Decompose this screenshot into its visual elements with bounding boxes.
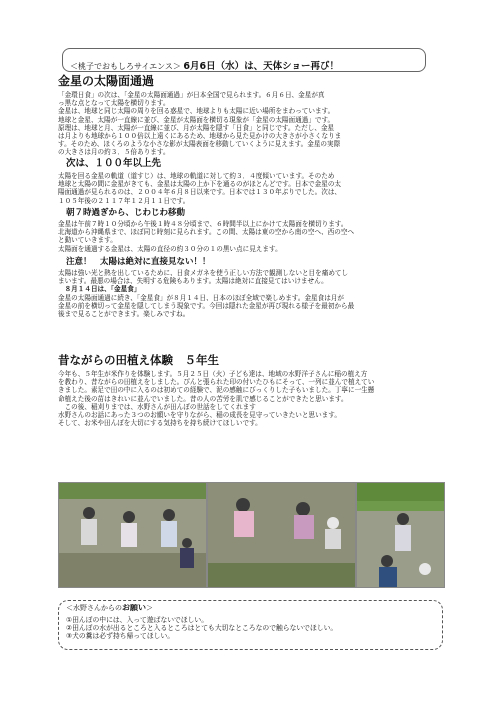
- text-line: 水野さんのお話にあった３つのお願いを守りながら、稲の成長を見守っていきたいと思います。: [58, 411, 341, 420]
- notice-title-strong: お願い: [122, 604, 146, 612]
- photo-3-graphic: [357, 483, 444, 587]
- subheading-warning: 注意！ 太陽は絶対に直接見ない！！: [66, 257, 211, 267]
- text-line: と動いていきます。: [58, 236, 117, 245]
- text-line: 命植えた後の苗はきれいに並んでいました。昔の人の苦労を肌で感じることができたと思います。: [58, 394, 348, 403]
- text-line: 「金環日食」の次は、「金星の太陽面通過」が日本全国で見られます。６月６日、金星が真: [58, 91, 325, 99]
- photo-rice-planting-3: [356, 482, 445, 588]
- section1-paragraph4: [58, 269, 446, 318]
- text-line: 金星の前を横切って金星を隠してしまう現象です。今回は隠れた金星が再び現れる様子を最初から最: [58, 301, 355, 310]
- photo-2-graphic: [208, 483, 355, 587]
- text-line: 後まで見ることができます。楽しみですね。: [58, 310, 190, 319]
- notice-list: [66, 616, 438, 641]
- page-title: [70, 54, 339, 73]
- text-line: そして、お米や田んぼを大切にする気持ちを持ち続けてほしいです。: [58, 419, 262, 428]
- text-line: 金星の太陽面通過に続き、「金星食」が８月１４日、日本のほぼ全域で楽しめます。金星食は月が: [58, 293, 345, 302]
- text-line: 陽面通過が見られるのは、２００４年６月８日以来です。日本では１３０年ぶりでした。次は、: [58, 188, 342, 197]
- text-line: 北海道から沖縄県まで、ほぼ同じ時刻に見られます。この間、太陽は東の空から南の空へ、西の空へ: [58, 228, 355, 237]
- text-line: 太陽を回る金星の軌道（道すじ）は、地球の軌道に対して約３．４度傾いています。そのため: [58, 172, 335, 180]
- text-line: 原理は、地球と月、太陽が一直線に並び、月が太陽を隠す「日食」と同じです。ただし、金星: [58, 123, 335, 132]
- photo-rice-planting-1: [58, 482, 207, 588]
- text-line: っ黒な点となって太陽を横切ります。: [58, 99, 170, 108]
- text-line: 金星は午前７時１０分頃から午後１時４８分頃まで、６時間半以上にかけて太陽面を横切ります。: [58, 220, 348, 228]
- subheading-time: 朝７時過ぎから、じわじわ移動: [66, 208, 186, 218]
- section2-paragraph: [58, 370, 450, 427]
- text-line: この後、稲刈りまでは、水野さんが田んぼの世話をしてくれます: [58, 402, 256, 411]
- text-line: きました。素足で田の中に入るのは初めての経験で、泥の感触にびっくりした子もいました。丁寧に一生懸: [58, 386, 375, 395]
- subheading-next: 次は、１００年以上先: [66, 158, 162, 169]
- notice-item: ②田んぼの水が出るところと入るところはとても大切なところなので触らないでほしい。: [66, 624, 338, 633]
- text-line: は月よりも地球から１００倍以上遠くにあるため、地球から見た見かけの大きさが小さくなりま: [58, 132, 342, 141]
- photo-1-graphic: [59, 483, 206, 587]
- text-line: 太陽は強い光と熱を出しているために、日食メガネを使う正しい方法で観測しないと目を痛めてし: [58, 269, 349, 277]
- section1-paragraph1: [58, 91, 446, 157]
- text-line: 金星は、地球と同じ太陽の周りを回る惑星で、地球よりも太陽に近い場所をまわっています。: [58, 107, 335, 116]
- section1-paragraph2: [58, 172, 446, 205]
- title-date: 6月6日（水）は、天体ショー再び！: [183, 61, 339, 72]
- text-line: の大きさは月の約３．５倍あります。: [58, 148, 170, 157]
- notice-title-prefix: ＜水野さんからの: [66, 604, 122, 612]
- notice-item: ①田んぼの中には、入って遊ばないでほしい。: [66, 616, 209, 624]
- section1-heading: 金星の太陽面通過: [58, 74, 155, 88]
- title-prefix: ＜桃子でおもしろサイエンス＞: [70, 62, 184, 71]
- notice-title-suffix: ＞: [146, 604, 153, 612]
- text-line: す。そのため、ほくろのような小さな影が太陽表面を移動していくように見えます。金星の実際: [58, 140, 341, 149]
- text-line: １０５年後の２１１７年１２月１１日です。: [58, 196, 190, 205]
- notice-item: ③犬の糞は必ず持ち帰ってほしい。: [66, 632, 175, 641]
- section2-heading: 昔ながらの田植え体験 ５年生: [58, 353, 219, 367]
- text-line: まいます。最悪の場合は、失明する危険もあります。太陽は絶対に直接見てはいけません。: [58, 277, 328, 286]
- text-line-date: ８月１４日は、「金星食」: [58, 285, 141, 294]
- text-line: 太陽面を通過する金星は、太陽の直径の約３０分の１の黒い点に見えます。: [58, 244, 282, 253]
- notice-title: [66, 604, 153, 612]
- text-line: を教わり、昔ながらの田植えをしました。ぴんと張られた印の付いたひもにそって、一列に並んで植えてい: [58, 378, 375, 387]
- section1-paragraph3: [58, 220, 446, 253]
- text-line: 今年も、５年生が米作りを体験します。５月２５日（火）子ども達は、地域の水野洋子さんに稲の植え方: [58, 370, 368, 378]
- text-line: 地球と金星、太陽が一直線に並び、金星が太陽面を横切る現象が「金星の太陽面通過」です。: [58, 115, 335, 124]
- photo-rice-planting-2: [207, 482, 356, 588]
- text-line: 地球と太陽の間に金星がきても、金星は太陽の上か下を通るのがほとんどです。日本で金星の太: [58, 180, 342, 189]
